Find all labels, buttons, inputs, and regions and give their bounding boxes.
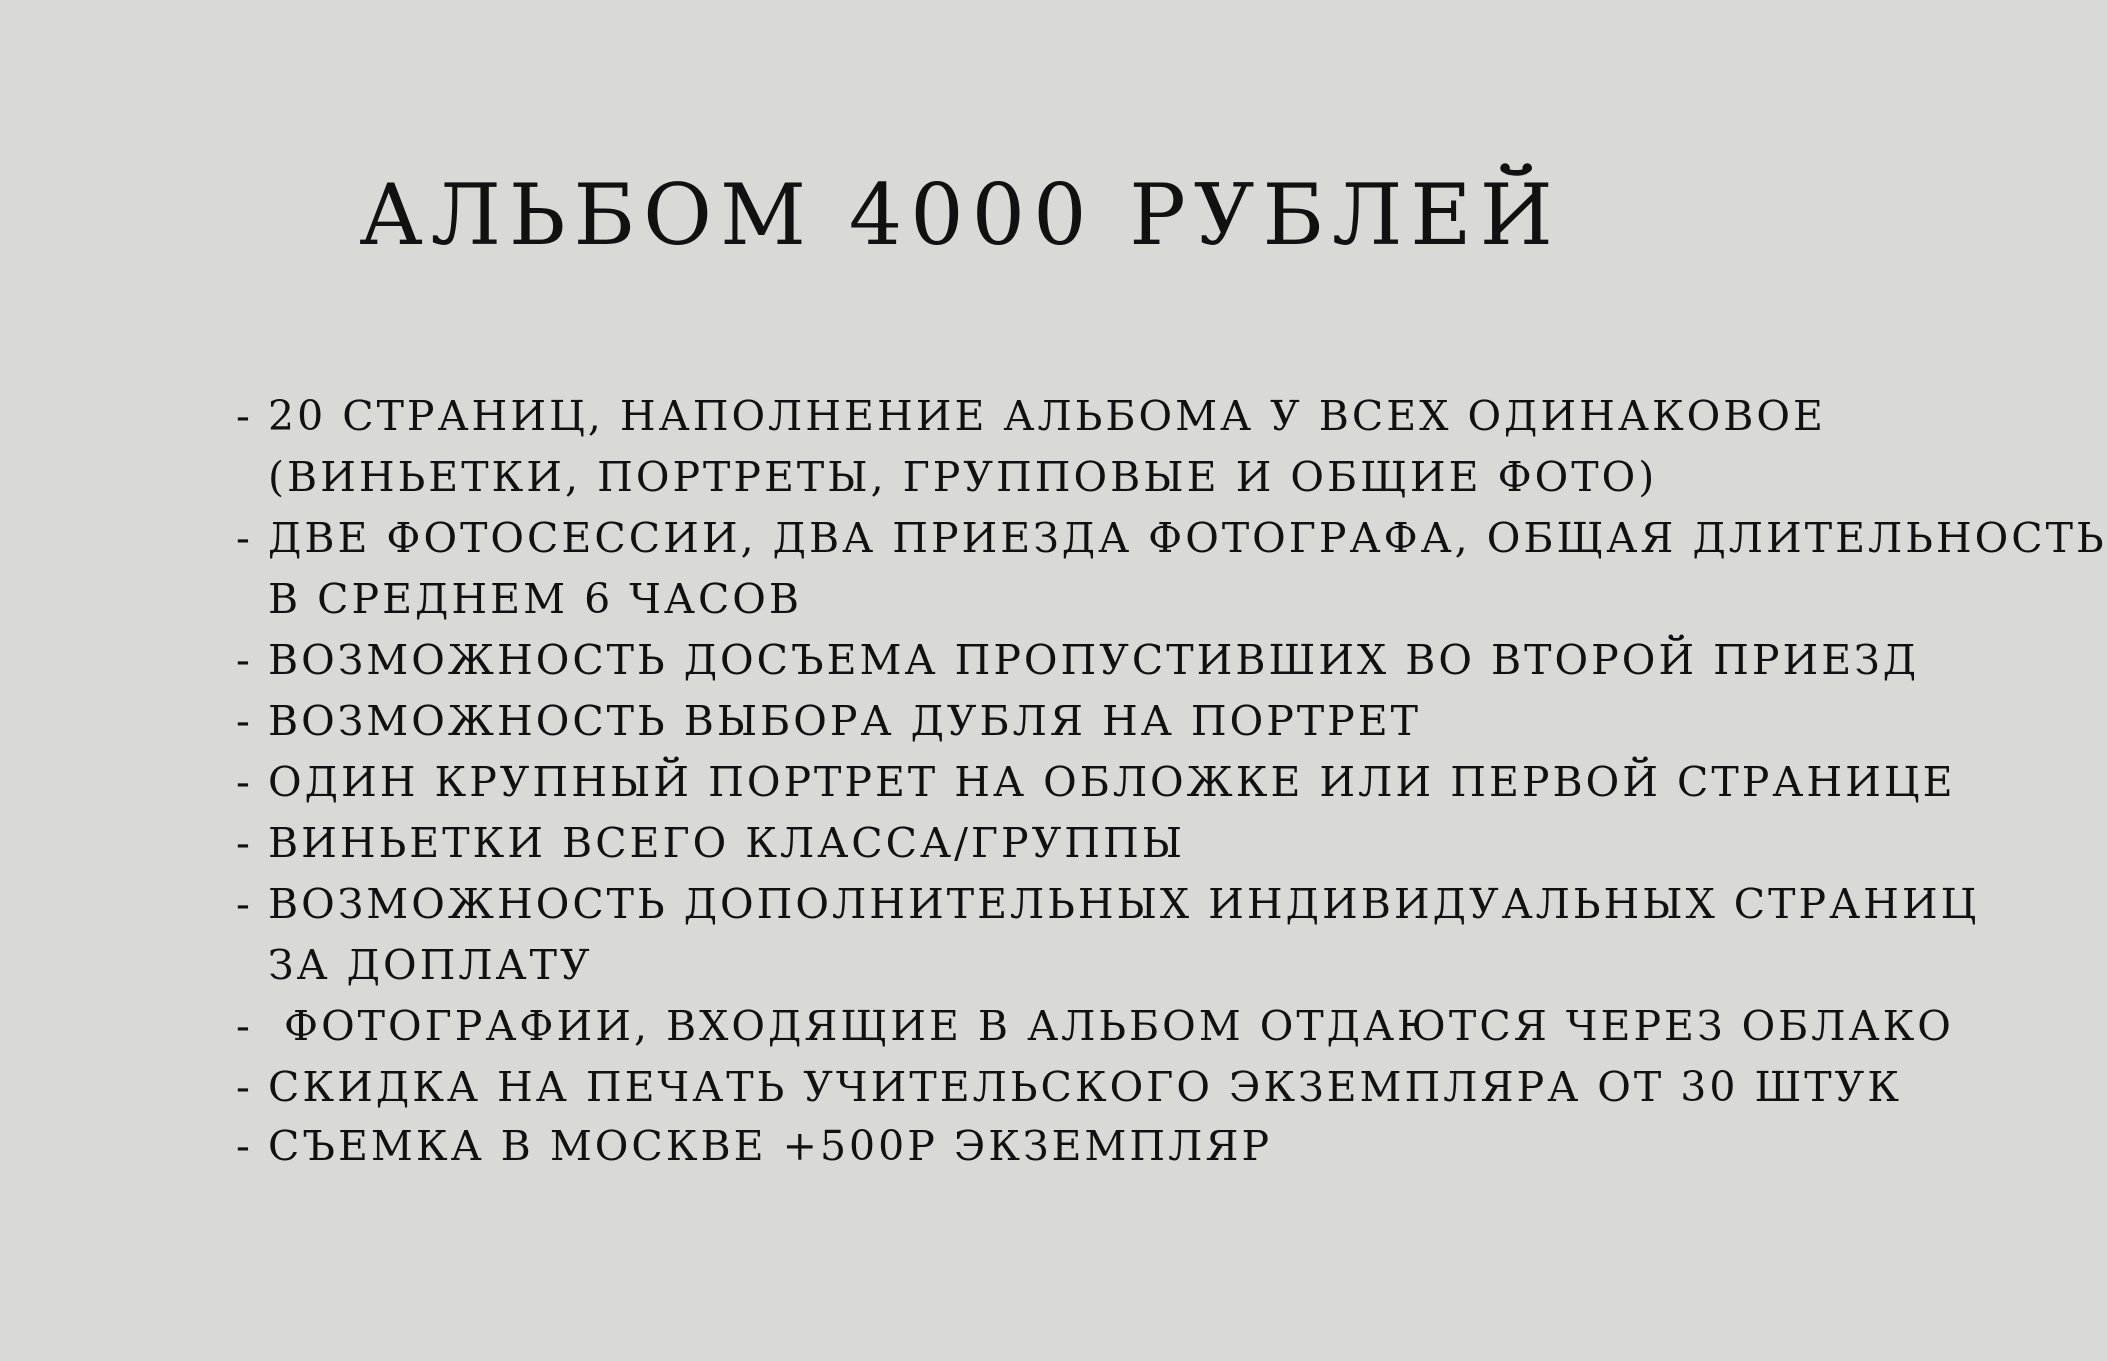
feature-line: ВИНЬЕТКИ ВСЕГО КЛАССА/ГРУППЫ	[268, 819, 1186, 867]
feature-text	[268, 752, 1956, 813]
feature-item	[236, 752, 1956, 813]
feature-item	[236, 874, 1980, 996]
feature-text	[268, 630, 1919, 691]
feature-text	[268, 874, 1979, 996]
bullet-dash: -	[236, 758, 250, 806]
feature-item	[236, 1118, 1876, 1174]
feature-line: (ВИНЬЕТКИ, ПОРТРЕТЫ, ГРУППОВЫЕ И ОБЩИЕ ФОТО)	[268, 453, 1658, 501]
bullet-dash: -	[236, 514, 250, 562]
bullet-dash: -	[236, 1063, 250, 1111]
bullet-dash: -	[236, 392, 250, 440]
feature-item	[236, 1057, 1902, 1118]
feature-line: ВОЗМОЖНОСТЬ ДОПОЛНИТЕЛЬНЫХ ИНДИВИДУАЛЬНЫХ СТРАНИЦ	[268, 880, 1980, 928]
feature-line: ЗА ДОПЛАТУ	[268, 941, 593, 989]
feature-line: СЪЕМКА В МОСКВЕ +500Р ЭКЗЕМПЛЯР	[268, 1122, 1273, 1170]
feature-item	[236, 386, 1876, 508]
feature-line: ДВЕ ФОТОСЕССИИ, ДВА ПРИЕЗДА ФОТОГРАФА, ОБЩАЯ ДЛИТЕЛЬНОСТЬ	[268, 514, 2107, 562]
feature-line: 20 СТРАНИЦ, НАПОЛНЕНИЕ АЛЬБОМА У ВСЕХ ОДИНАКОВОЕ	[268, 392, 1826, 440]
feature-text	[268, 386, 1826, 508]
feature-line: ФОТОГРАФИИ, ВХОДЯЩИЕ В АЛЬБОМ ОТДАЮТСЯ ЧЕРЕЗ ОБЛАКО	[268, 1002, 1954, 1050]
feature-item	[236, 996, 1954, 1057]
feature-text	[268, 996, 1954, 1057]
feature-text	[268, 813, 1185, 874]
bullet-dash: -	[236, 636, 250, 684]
feature-item	[236, 508, 2107, 630]
feature-text	[268, 1118, 1272, 1174]
feature-list	[236, 386, 2107, 1174]
bullet-dash: -	[236, 880, 250, 928]
bullet-dash: -	[236, 1122, 250, 1170]
bullet-dash: -	[236, 1002, 250, 1050]
feature-text	[268, 508, 2107, 630]
feature-item	[236, 630, 1920, 691]
bullet-dash: -	[236, 697, 250, 745]
feature-line: В СРЕДНЕМ 6 ЧАСОВ	[268, 575, 803, 623]
feature-item	[236, 813, 1876, 874]
feature-line: ВОЗМОЖНОСТЬ ВЫБОРА ДУБЛЯ НА ПОРТРЕТ	[268, 697, 1422, 745]
feature-text	[268, 1057, 1902, 1118]
feature-text	[268, 691, 1421, 752]
bullet-dash: -	[236, 819, 250, 867]
feature-item	[236, 691, 1876, 752]
feature-line: ВОЗМОЖНОСТЬ ДОСЪЕМА ПРОПУСТИВШИХ ВО ВТОРОЙ ПРИЕЗД	[268, 636, 1920, 684]
page-title: АЛЬБОМ 4000 РУБЛЕЙ	[359, 166, 1561, 264]
feature-line: ОДИН КРУПНЫЙ ПОРТРЕТ НА ОБЛОЖКЕ ИЛИ ПЕРВОЙ СТРАНИЦЕ	[268, 758, 1956, 806]
feature-line: СКИДКА НА ПЕЧАТЬ УЧИТЕЛЬСКОГО ЭКЗЕМПЛЯРА ОТ 30 ШТУК	[268, 1063, 1902, 1111]
